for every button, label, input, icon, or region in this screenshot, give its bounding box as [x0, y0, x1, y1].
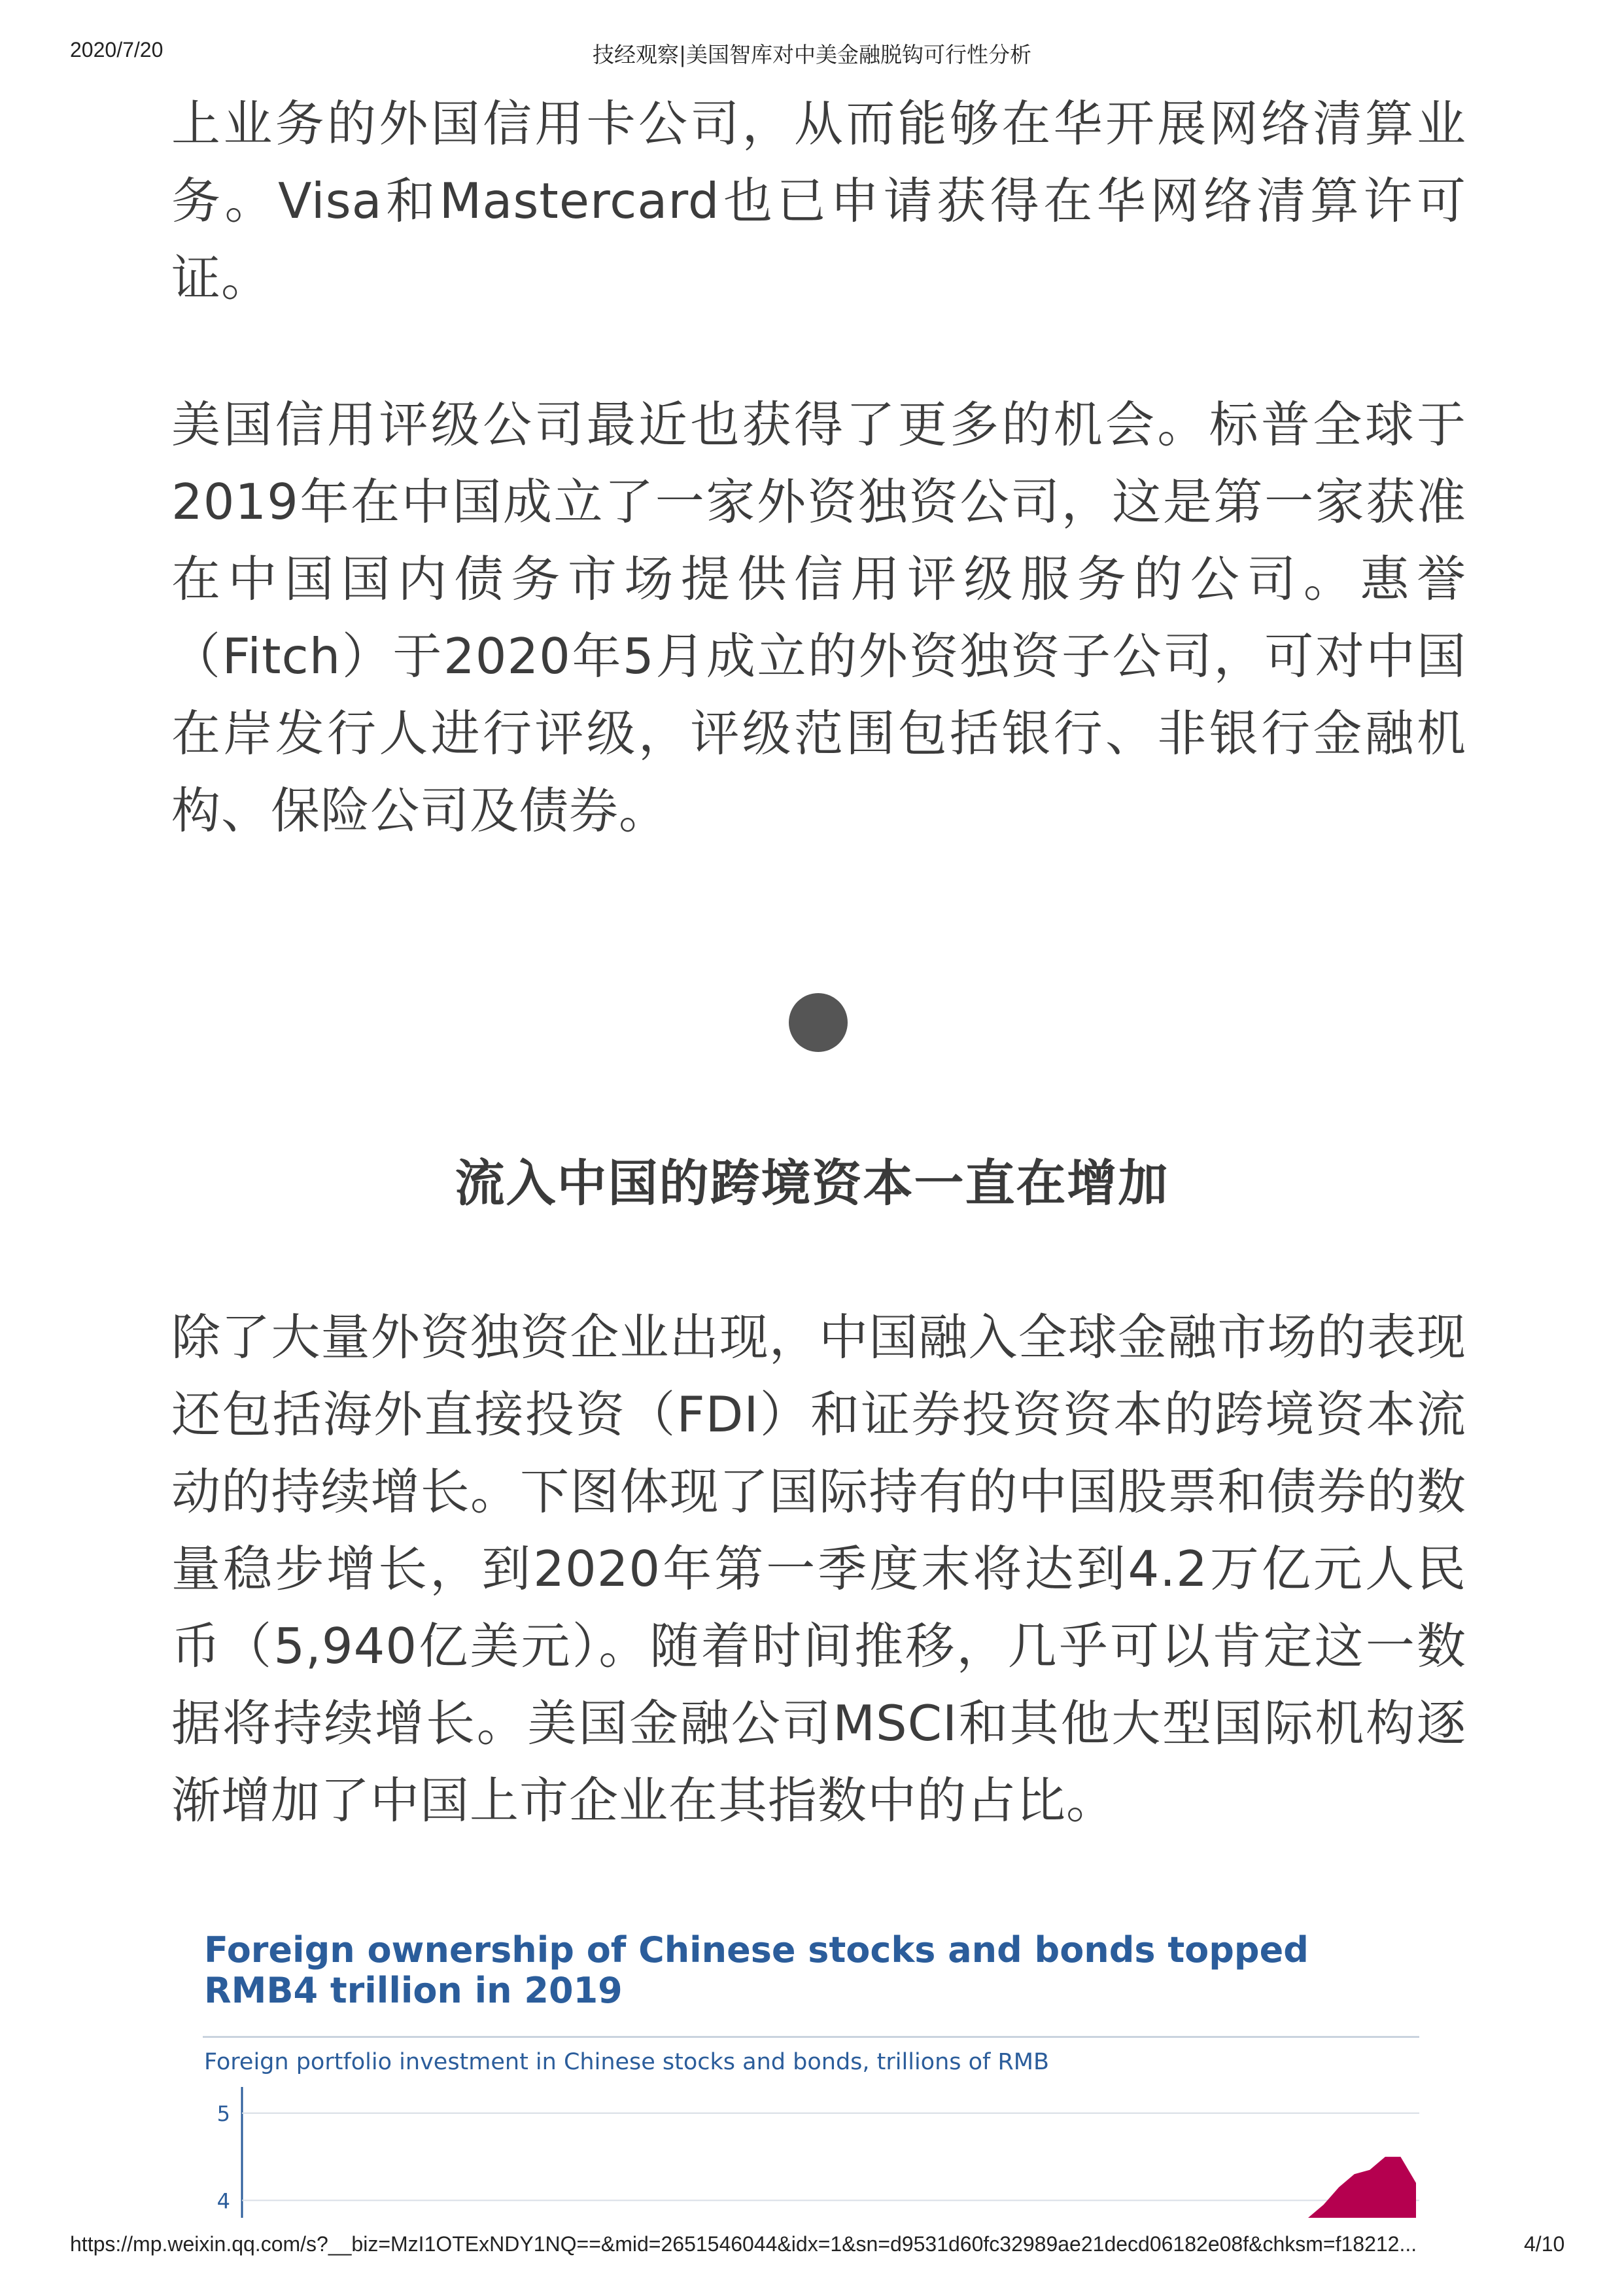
section-divider-dot: [789, 993, 848, 1052]
y-tick-label-4: 4: [216, 2188, 230, 2214]
paragraph-1: [171, 85, 1466, 317]
print-header-title: 技经观察|美国智库对中美金融脱钩可行性分析: [592, 42, 1032, 67]
paragraph-2-text: 美国信用评级公司最近也获得了更多的机会。标普全球于2019年在中国成立了一家外资独资公司，这是第一家获准在中国国内债务市场提供信用评级服务的公司。惠誉（Fitch）于2020年5月成立的外资独资子公司，可对中国在岸发行人进行评级，评级范围包括银行、非银行金融机构、保险公司及债券。: [171, 396, 1466, 839]
paragraph-2: [171, 386, 1466, 849]
chart-title-line-2: RMB4 trillion in 2019: [204, 1970, 623, 2011]
series-area: [1308, 2157, 1416, 2218]
paragraph-3: [171, 1299, 1466, 1839]
print-page-number: 4/10: [1524, 2232, 1565, 2256]
chart-title-line-1: Foreign ownership of Chinese stocks and bonds topped: [204, 1929, 1309, 1971]
ownership-chart: [203, 1923, 1419, 2218]
y-tick-label-5: 5: [216, 2101, 230, 2126]
paragraph-1-text: 上业务的外国信用卡公司，从而能够在华开展网络清算业务。Visa和Mastercard也已申请获得在华网络清算许可证。: [171, 95, 1466, 307]
print-footer-url: https://mp.weixin.qq.com/s?__biz=MzI1OTExNDY1NQ==&mid=2651546044&idx=1&sn=d9531d60fc32989ae21decd06182e08f&chksm=f18212...: [70, 2232, 1417, 2256]
print-date: 2020/7/20: [70, 38, 164, 61]
paragraph-3-text: 除了大量外资独资企业出现，中国融入全球金融市场的表现还包括海外直接投资（FDI）和证券投资资本的跨境资本流动的持续增长。下图体现了国际持有的中国股票和债券的数量稳步增长，到2020年第一季度末将达到4.2万亿元人民币（5,940亿美元）。随着时间推移，几乎可以肯定这一数据将持续增长。美国金融公司MSCI和其他大型国际机构逐渐增加了中国上市企业在其指数中的占比。: [171, 1308, 1466, 1829]
section-title: 流入中国的跨境资本一直在增加: [455, 1154, 1169, 1212]
chart-plot: [203, 1923, 1419, 2218]
chart-subtitle: Foreign portfolio investment in Chinese stocks and bonds, trillions of RMB: [204, 2049, 1050, 2075]
